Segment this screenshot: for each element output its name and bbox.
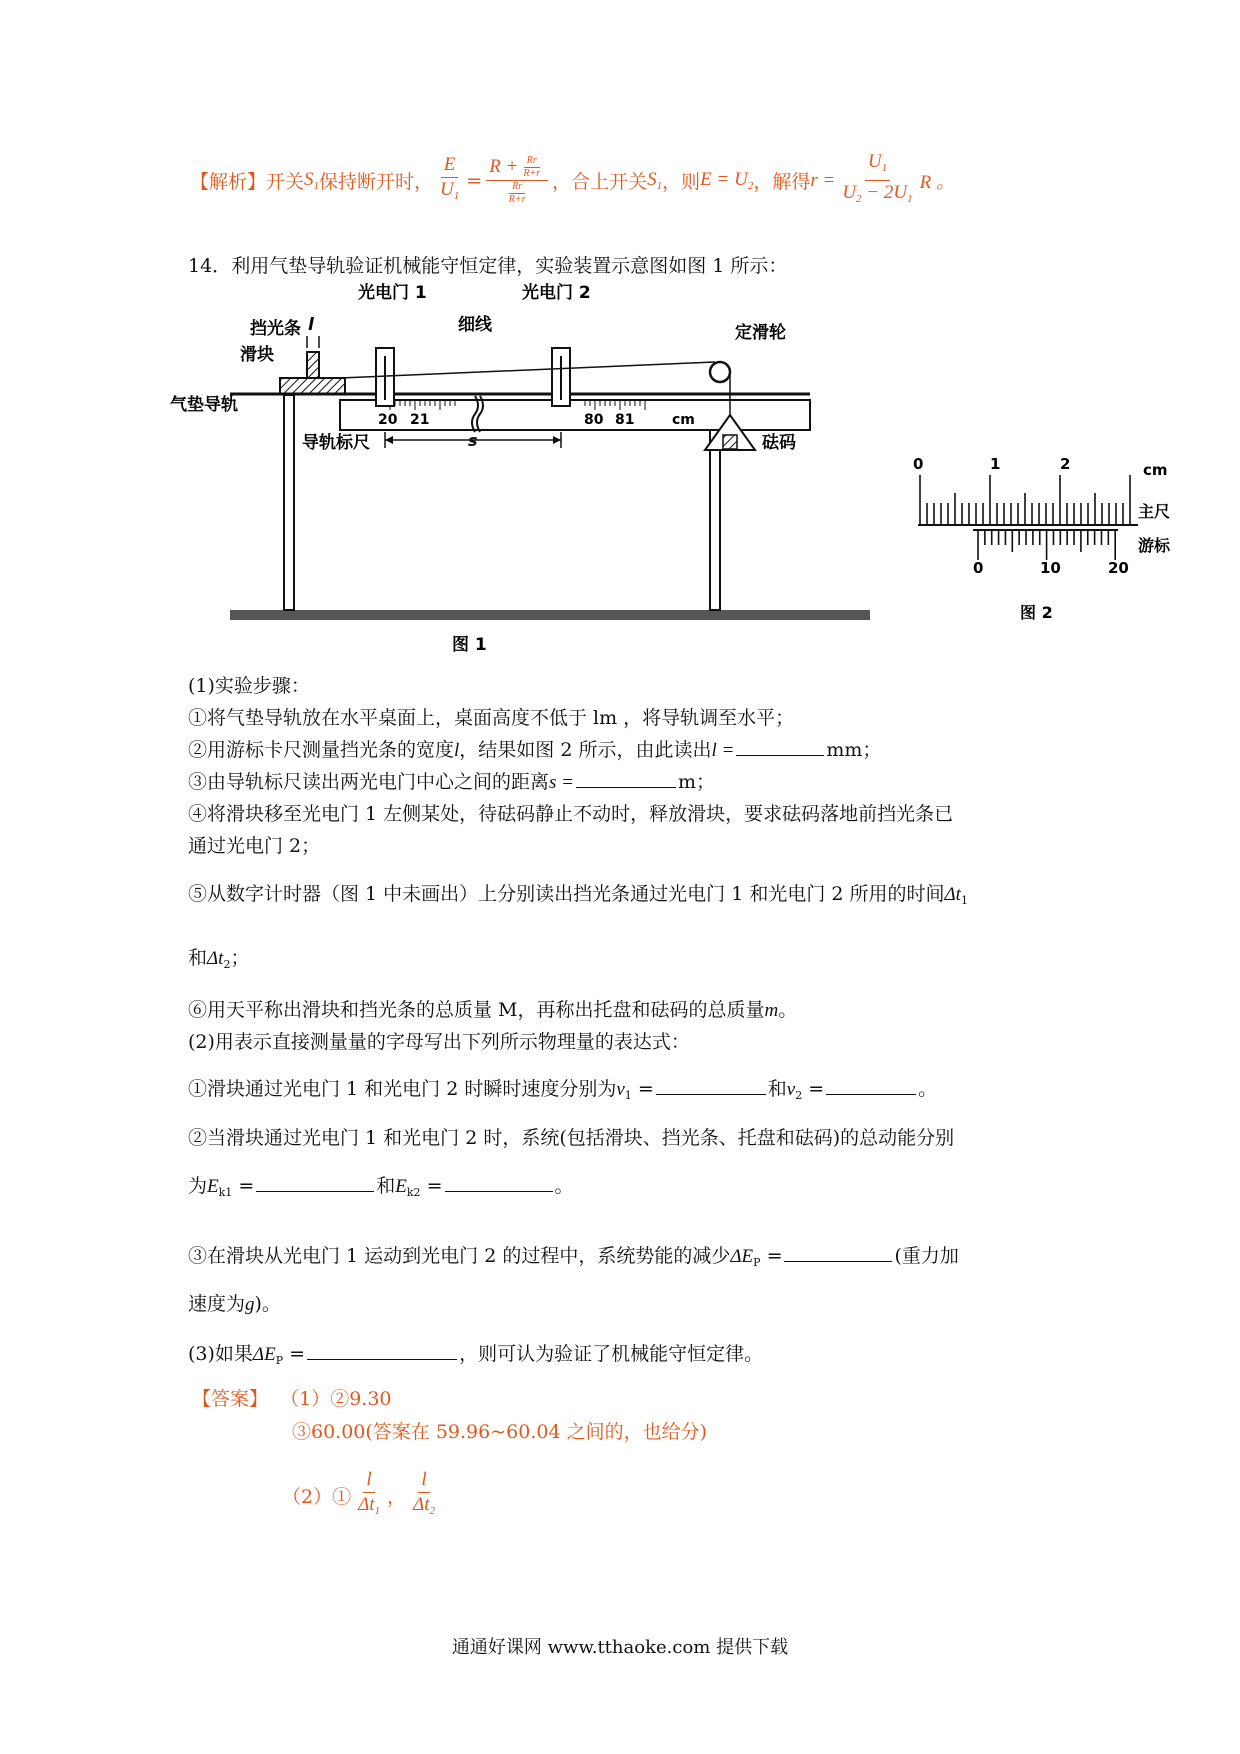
tick-80: 80 xyxy=(584,412,604,428)
figure-2-vernier-caliper xyxy=(908,455,1208,645)
main-scale-label: 主尺 xyxy=(1138,502,1171,521)
part2-title: (2)用表示直接测量量的字母写出下列所示物理量的表达式： xyxy=(188,1031,690,1053)
vernier-0: 0 xyxy=(973,559,984,577)
weight-block xyxy=(723,435,737,449)
pulley-label: 定滑轮 xyxy=(735,323,786,343)
steps-title: (1)实验步骤： xyxy=(188,675,310,697)
answer-fraction-v1: $\frac{l}{\Delta t_1}$ xyxy=(358,1469,381,1517)
footer: 通通好课网 www.tthaoke.com 提供下载 xyxy=(451,1637,789,1658)
answer-fraction-v2: $\frac{l}{\Delta t_2}$ xyxy=(413,1469,435,1517)
tick-21: 21 xyxy=(410,412,430,428)
unit-cm: cm xyxy=(672,412,695,428)
answer-line-3: （2）① $\frac{l}{\Delta t_1}$ ， $\frac{l}{\Delta t_2}$ xyxy=(282,1468,442,1523)
figure1-caption: 图 1 xyxy=(452,635,487,655)
answer-blank-ek1[interactable] xyxy=(256,1173,374,1192)
figure-1-air-track xyxy=(170,283,910,670)
answer-1: （1）②9.30 xyxy=(280,1388,392,1410)
fig2-unit: cm xyxy=(1143,461,1168,479)
vernier-ticks xyxy=(978,530,1115,560)
analysis-text: ，则 xyxy=(662,171,701,193)
left-leg xyxy=(284,395,294,610)
light-blocker-strip xyxy=(307,352,319,378)
main-0: 0 xyxy=(913,455,924,473)
part2-q3a: ③在滑块从光电门 1 运动到光电门 2 的过程中，系统势能的减少$\Delta E_P$ = (重力加 xyxy=(188,1245,959,1269)
part3: (3)如果$\Delta E_P$ = ，则可认为验证了机械能守恒定律。 xyxy=(188,1343,764,1367)
part2-q2b: 为$E_{k1}$ = 和$E_{k2}$ = 。 xyxy=(188,1175,574,1199)
analysis-text: 开关 xyxy=(266,171,305,193)
step-5a: ⑤从数字计时器（图 1 中未画出）上分别读出挡光条通过光电门 1 和光电门 2 所用的时间$\Delta t_1$ xyxy=(188,883,968,907)
floor xyxy=(230,610,870,620)
scale-label: 导轨标尺 xyxy=(302,433,370,453)
analysis-tag: 【解析】 xyxy=(190,171,267,193)
step-5b: 和$\Delta t_2$； xyxy=(188,947,250,971)
vernier-20: 20 xyxy=(1108,559,1129,577)
right-leg xyxy=(710,430,720,610)
weight-label: 砝码 xyxy=(762,433,796,453)
tick-81: 81 xyxy=(615,412,635,428)
figure2-caption: 图 2 xyxy=(1020,603,1053,622)
gate2-label: 光电门 2 xyxy=(522,283,591,303)
answer-line-2: ③60.00(答案在 59.96~60.04 之间的，也给分) xyxy=(292,1421,708,1443)
main-2: 2 xyxy=(1060,455,1071,473)
main-scale-ticks xyxy=(920,475,1130,525)
step-2: ②用游标卡尺测量挡光条的宽度l，结果如图 2 所示，由此读出l = mm； xyxy=(188,739,882,761)
answer-blank-v1[interactable] xyxy=(656,1076,766,1095)
slider-block xyxy=(280,378,345,394)
l-label: l xyxy=(308,315,314,335)
s-label: s xyxy=(468,431,478,450)
answer-blank-ek2[interactable] xyxy=(445,1173,553,1192)
question-number: 14． xyxy=(188,255,232,277)
part2-q3b: 速度为g)。 xyxy=(188,1293,281,1315)
answer-blank-condition[interactable] xyxy=(307,1341,457,1360)
step-3: ③由导轨标尺读出两光电门中心之间的距离s = m； xyxy=(188,771,716,793)
answer-tag: 【答案】 xyxy=(192,1388,269,1410)
switch-s1: $S_1$ xyxy=(647,169,663,192)
vernier-label: 游标 xyxy=(1138,536,1171,555)
answer-blank-l[interactable] xyxy=(736,737,824,756)
blocker-label: 挡光条 xyxy=(250,319,301,339)
question-stem xyxy=(188,252,787,280)
answer-blank-s[interactable] xyxy=(576,769,676,788)
part2-q2a: ②当滑块通过光电门 1 和光电门 2 时，系统(包括滑块、挡光条、托盘和砝码)的总动能分别 xyxy=(188,1127,955,1149)
thin-string xyxy=(340,362,715,378)
rail-label: 气垫导轨 xyxy=(170,395,238,415)
fixed-pulley xyxy=(710,362,730,382)
fraction-r-result: $\frac{U_1}{U_2 - 2U_1}$ xyxy=(842,151,913,205)
answer-blank-delta-ep[interactable] xyxy=(784,1243,892,1262)
analysis-line xyxy=(190,150,955,211)
analysis-text: ，解得 xyxy=(753,171,811,193)
answer-blank-v2[interactable] xyxy=(826,1076,916,1095)
gate1-label: 光电门 1 xyxy=(358,283,427,303)
step-4a: ④将滑块移至光电门 1 左侧某处，待砝码静止不动时，释放滑块，要求砝码落地前挡光条已 xyxy=(188,803,954,825)
string-label: 细线 xyxy=(458,315,492,335)
equals-sign: = xyxy=(466,169,483,192)
analysis-tail: R 。 xyxy=(919,172,955,193)
vernier-10: 10 xyxy=(1040,559,1061,577)
step-1: ①将气垫导轨放在水平桌面上，桌面高度不低于 lm ，将导轨调至水平； xyxy=(188,707,795,729)
expression-e-equals-u2: $E = U_2$ xyxy=(700,169,754,192)
question-text: 利用气垫导轨验证机械能守恒定律，实验装置示意图如图 1 所示： xyxy=(231,255,788,277)
answer-line-1 xyxy=(192,1385,392,1413)
analysis-text: 保持断开时， xyxy=(319,171,434,193)
part2-q1: ①滑块通过光电门 1 和光电门 2 时瞬时速度分别为$v_1$ = 和$v_2$ = 。 xyxy=(188,1078,938,1102)
step-6: ⑥用天平称出滑块和挡光条的总质量 M，再称出托盘和砝码的总质量m。 xyxy=(188,999,798,1021)
step-4b: 通过光电门 2； xyxy=(188,835,321,857)
fraction-resistance: R + $\frac{Rr}{R+r}$ $\frac{Rr}{R+r}$ xyxy=(486,155,548,206)
r-equals: r = xyxy=(810,169,836,191)
main-1: 1 xyxy=(990,455,1001,473)
tick-20: 20 xyxy=(378,412,398,428)
analysis-text: ，合上开关 xyxy=(552,171,648,193)
slider-label: 滑块 xyxy=(240,345,274,365)
fraction-e-over-u1: $\frac{E}{U_1}$ xyxy=(440,154,460,202)
switch-s1: $S_1$ xyxy=(304,169,320,192)
